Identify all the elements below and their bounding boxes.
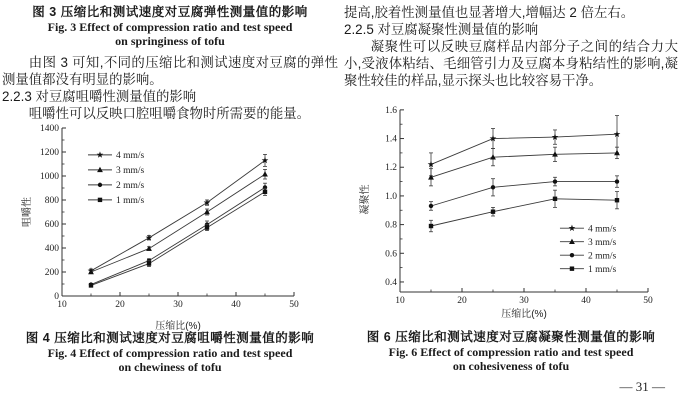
section-heading-2-2-3: 2.2.3 对豆腐咀嚼性测量值的影响 (2, 89, 197, 104)
left-column (2, 4, 338, 122)
fig6-caption-en-line1: Fig. 6 Effect of compression ratio and test speed (388, 345, 634, 359)
fig3-caption-en-line2: on springiness of tofu (115, 34, 225, 48)
svg-text:1.4: 1.4 (385, 134, 397, 145)
svg-text:40: 40 (581, 296, 591, 306)
fig6-caption-zh: 图 6 压缩比和测试速度对豆腐凝聚性测量值的影响 (366, 330, 656, 344)
svg-text:0.4: 0.4 (385, 277, 397, 288)
paragraph-springiness: 由图 3 可知,不同的压缩比和测试速度对豆腐的弹性测量值都没有明显的影响。 (2, 55, 338, 87)
svg-text:咀嚼性: 咀嚼性 (22, 197, 33, 227)
svg-text:1 mm/s: 1 mm/s (115, 196, 145, 207)
svg-text:3 mm/s: 3 mm/s (115, 166, 145, 177)
svg-text:1000: 1000 (40, 172, 59, 182)
right-column (344, 4, 678, 89)
svg-text:0.6: 0.6 (385, 249, 397, 260)
svg-text:1400: 1400 (40, 124, 59, 134)
svg-text:1 mm/s: 1 mm/s (587, 264, 617, 275)
svg-text:1.0: 1.0 (385, 191, 397, 202)
fig6-caption-en-line2: on cohesiveness of tofu (452, 359, 570, 373)
paragraph-gumminess-continuation: 提高,胶着性测量值也显著增大,增幅达 2 倍左右。 (344, 5, 635, 20)
fig3-caption-en-line1: Fig. 3 Effect of compression ratio and test speed (47, 20, 293, 34)
fig4-caption-en-line1: Fig. 4 Effect of compression ratio and test speed (47, 346, 293, 360)
svg-text:压缩比(%): 压缩比(%) (501, 309, 547, 320)
svg-text:20: 20 (457, 296, 467, 306)
fig4-caption (2, 330, 338, 374)
svg-text:20: 20 (115, 300, 125, 310)
svg-text:600: 600 (44, 220, 59, 230)
svg-text:3 mm/s: 3 mm/s (587, 237, 617, 248)
fig6-cohesiveness-chart (358, 96, 670, 322)
svg-text:2 mm/s: 2 mm/s (115, 181, 145, 192)
svg-text:10: 10 (57, 300, 67, 310)
svg-text:10: 10 (395, 296, 405, 306)
svg-text:凝聚性: 凝聚性 (360, 184, 371, 215)
section-heading-2-2-5: 2.2.5 对豆腐凝聚性测量值的影响 (344, 22, 539, 37)
fig3-caption-zh: 图 3 压缩比和测试速度对豆腐弹性测量值的影响 (32, 5, 308, 19)
fig4-caption-zh: 图 4 压缩比和测试速度对豆腐咀嚼性测量值的影响 (25, 331, 315, 345)
page-number: — 31 — (619, 379, 665, 394)
svg-text:50: 50 (643, 296, 653, 306)
fig4-caption-en-line2: on chewiness of tofu (118, 360, 222, 374)
svg-text:30: 30 (173, 300, 183, 310)
svg-text:40: 40 (231, 300, 241, 310)
svg-text:1.2: 1.2 (385, 163, 397, 174)
fig3-caption (2, 4, 338, 48)
svg-text:30: 30 (519, 296, 529, 306)
svg-text:0: 0 (54, 292, 59, 302)
svg-text:1.6: 1.6 (385, 105, 397, 116)
svg-text:50: 50 (289, 300, 299, 310)
svg-text:800: 800 (44, 196, 59, 206)
fig4-chewiness-chart (20, 116, 308, 334)
svg-text:压缩比(%): 压缩比(%) (155, 321, 201, 332)
paragraph-cohesiveness-intro: 凝聚性可以反映豆腐样品内部分子之间的结合力大小,受液体粘结、毛细管引力及豆腐本身粘结性的影响,凝聚性较佳的样品,显示探头也比较容易干净。 (344, 39, 678, 88)
svg-text:4 mm/s: 4 mm/s (587, 224, 617, 235)
paragraph-chewiness-intro: 咀嚼性可以反映口腔咀嚼食物时所需要的能量。 (28, 106, 310, 121)
svg-text:2 mm/s: 2 mm/s (587, 251, 617, 262)
svg-text:200: 200 (44, 268, 59, 278)
fig6-caption (344, 329, 678, 373)
svg-text:4 mm/s: 4 mm/s (115, 151, 145, 162)
svg-text:400: 400 (44, 244, 59, 254)
svg-text:1200: 1200 (40, 148, 59, 158)
svg-text:0.8: 0.8 (385, 220, 397, 231)
